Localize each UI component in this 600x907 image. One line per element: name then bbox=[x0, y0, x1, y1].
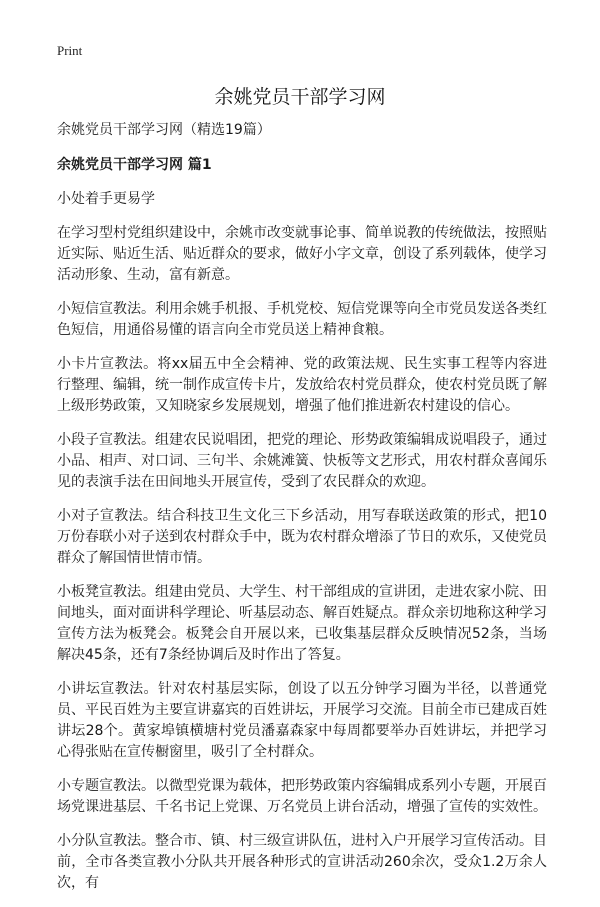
section-heading: 余姚党员干部学习网 篇1 bbox=[57, 157, 212, 173]
paragraph: 小分队宣教法。整合市、镇、村三级宣讲队伍，进村入户开展学习宣传活动。目前，全市各类宣教小分队共开展各种形式的宣讲活动260余次，受众1.2万余人次，有 bbox=[57, 833, 547, 891]
paragraph: 小讲坛宣教法。针对农村基层实际，创设了以五分钟学习圈为半径，以普通党员、平民百姓为主要宣讲嘉宾的百姓讲坛，开展学习交流。目前全市已建成百姓讲坛28个。黄家埠镇横塘村党员潘嘉森家中每周都要举办百姓讲坛，并把学习心得张贴在宣传橱窗里，吸引了全村群众。 bbox=[57, 681, 547, 760]
paragraph: 小专题宣教法。以微型党课为载体，把形势政策内容编辑成系列小专题，开展百场党课进基层、千名书记上党课、万名党员上讲台活动，增强了宣传的实效性。 bbox=[57, 778, 547, 815]
lead-line: 小处着手更易学 bbox=[57, 191, 155, 207]
print-link[interactable]: Print bbox=[57, 43, 83, 58]
paragraph: 小短信宣教法。利用余姚手机报、手机党校、短信党课等向全市党员发送各类红色短信，用通俗易懂的语言向全市党员送上精神食粮。 bbox=[57, 301, 547, 338]
article-body bbox=[57, 120, 547, 907]
page-title: 余姚党员干部学习网 bbox=[214, 86, 386, 108]
article-subtitle: 余姚党员干部学习网（精选19篇） bbox=[57, 122, 271, 138]
paragraph: 小卡片宣教法。将xx届五中全会精神、党的政策法规、民生实事工程等内容进行整理、编辑，统一制作成宣传卡片，发放给农村党员群众，使农村党员既了解上级形势政策，又知晓家乡发展规划，增强了他们推进新农村建设的信心。 bbox=[57, 356, 547, 414]
paragraph: 小对子宣教法。结合科技卫生文化三下乡活动，用写春联送政策的形式，把10万份春联小对子送到农村群众手中，既为农村群众增添了节日的欢乐，又使党员群众了解国情世情市情。 bbox=[57, 508, 547, 566]
paragraph: 在学习型村党组织建设中，余姚市改变就事论事、简单说教的传统做法，按照贴近实际、贴近生活、贴近群众的要求，做好小字文章，创设了系列载体，使学习活动形象、生动，富有新意。 bbox=[57, 225, 547, 283]
paragraph: 小板凳宣教法。组建由党员、大学生、村干部组成的宣讲团，走进农家小院、田间地头，面对面讲科学理论、听基层动态、解百姓疑点。群众亲切地称这种学习宣传方法为板凳会。板凳会自开展以来，已收集基层群众反映情况52条，当场解决45条，还有7条经协调后及时作出了答复。 bbox=[57, 584, 547, 663]
paragraph: 小段子宣教法。组建农民说唱团，把党的理论、形势政策编辑成说唱段子，通过小品、相声、对口词、三句半、余姚滩簧、快板等文艺形式，用农村群众喜闻乐见的表演手法在田间地头开展宣传，受到了农民群众的欢迎。 bbox=[57, 432, 547, 490]
